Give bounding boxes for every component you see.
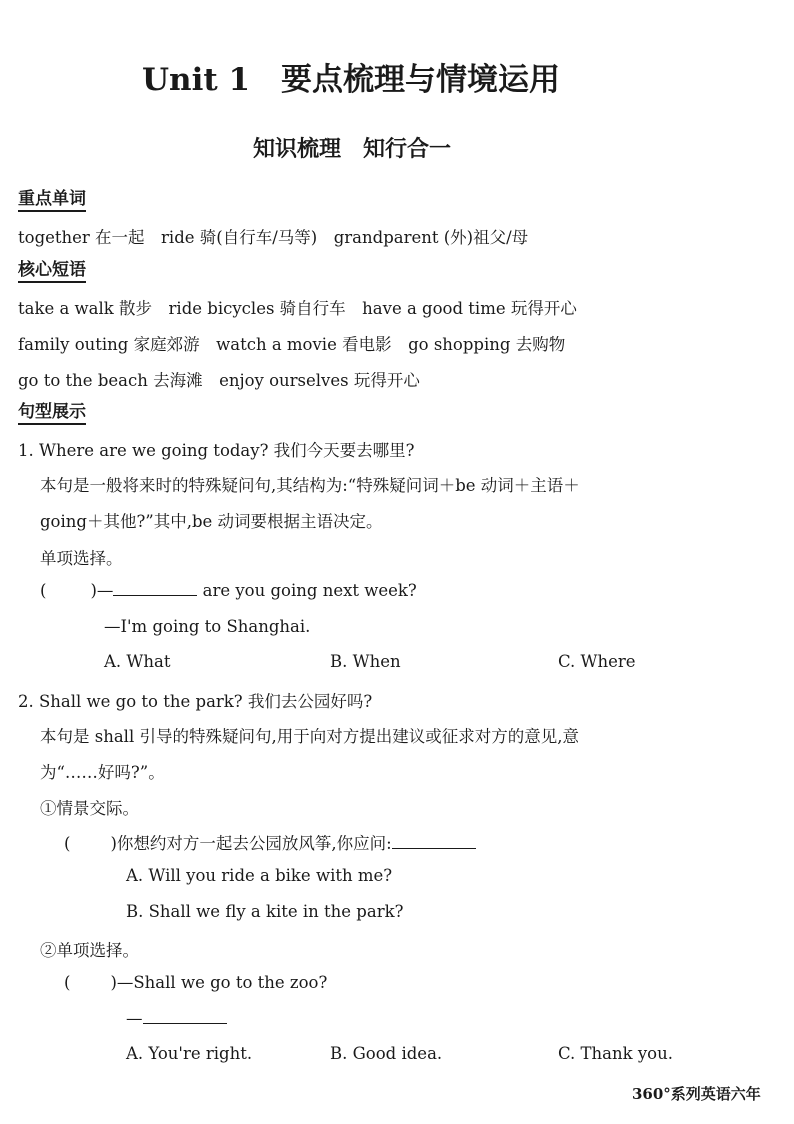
q2-part2-option-b[interactable]: B. Good idea.	[330, 1044, 443, 1063]
q1-paren-close: )—	[90, 581, 114, 600]
q2-explain-2: 为“……好吗?”。	[40, 763, 165, 782]
phrases-line-2: family outing 家庭郊游 watch a movie 看电影 go shopping 去购物	[18, 335, 566, 354]
q1-option-c[interactable]: C. Where	[558, 652, 636, 671]
q2-part1-label: ①情景交际。	[40, 799, 139, 818]
q1-explain-2: going＋其他?”其中,be 动词要根据主语决定。	[40, 512, 383, 531]
q2-part1-paren-open: (	[64, 834, 71, 853]
q2-part1-answer-blank[interactable]	[392, 834, 476, 849]
q1-option-a[interactable]: A. What	[104, 652, 171, 671]
q1-prompt	[40, 581, 417, 600]
q2-part1-option-a[interactable]: A. Will you ride a bike with me?	[126, 866, 393, 885]
q2-part2-label: ②单项选择。	[40, 941, 139, 960]
q1-sentence: 1. Where are we going today? 我们今天要去哪里?	[18, 441, 415, 460]
q2-part2-paren-close: )—Shall we go to the zoo?	[110, 973, 328, 992]
page-footer: 360°系列英语六年	[632, 1085, 761, 1103]
q2-sentence: 2. Shall we go to the park? 我们去公园好吗?	[18, 692, 373, 711]
q1-task: 单项选择。	[40, 549, 123, 568]
q2-part1-paren-close: )你想约对方一起去公园放风筝,你应问:	[110, 834, 392, 853]
q2-part2-answer	[126, 1009, 227, 1028]
q1-paren-open: (	[40, 581, 47, 600]
q2-part2-option-a[interactable]: A. You're right.	[126, 1044, 253, 1063]
section-heading-phrases: 核心短语	[18, 259, 86, 283]
q1-prompt-rest: are you going next week?	[202, 581, 417, 600]
q1-explain-1: 本句是一般将来时的特殊疑问句,其结构为:“特殊疑问词＋be 动词＋主语＋	[40, 476, 580, 495]
words-line-1: together 在一起 ride 骑(自行车/马等) grandparent (外)祖父/母	[18, 228, 529, 247]
q2-part1-option-b[interactable]: B. Shall we fly a kite in the park?	[126, 902, 404, 921]
phrases-line-3: go to the beach 去海滩 enjoy ourselves 玩得开心	[18, 371, 420, 390]
q2-part2-answer-blank[interactable]	[143, 1009, 227, 1024]
page-subtitle: 知识梳理 知行合一	[253, 136, 452, 162]
q1-answer-blank[interactable]	[113, 581, 197, 596]
q2-part2-answer-dash: —	[126, 1009, 143, 1028]
q2-part2-paren-open: (	[64, 973, 71, 992]
q2-explain-1: 本句是 shall 引导的特殊疑问句,用于向对方提出建议或征求对方的意见,意	[40, 727, 579, 746]
section-heading-words: 重点单词	[18, 188, 86, 212]
q1-answer: —I'm going to Shanghai.	[104, 617, 311, 636]
page-title: Unit 1 要点梳理与情境运用	[142, 62, 561, 98]
phrases-line-1: take a walk 散步 ride bicycles 骑自行车 have a good time 玩得开心	[18, 299, 577, 318]
q1-option-b[interactable]: B. When	[330, 652, 401, 671]
q2-part2-prompt	[64, 973, 327, 992]
q2-part2-option-c[interactable]: C. Thank you.	[558, 1044, 673, 1063]
q2-part1-prompt	[64, 830, 476, 854]
section-heading-patterns: 句型展示	[18, 401, 86, 425]
